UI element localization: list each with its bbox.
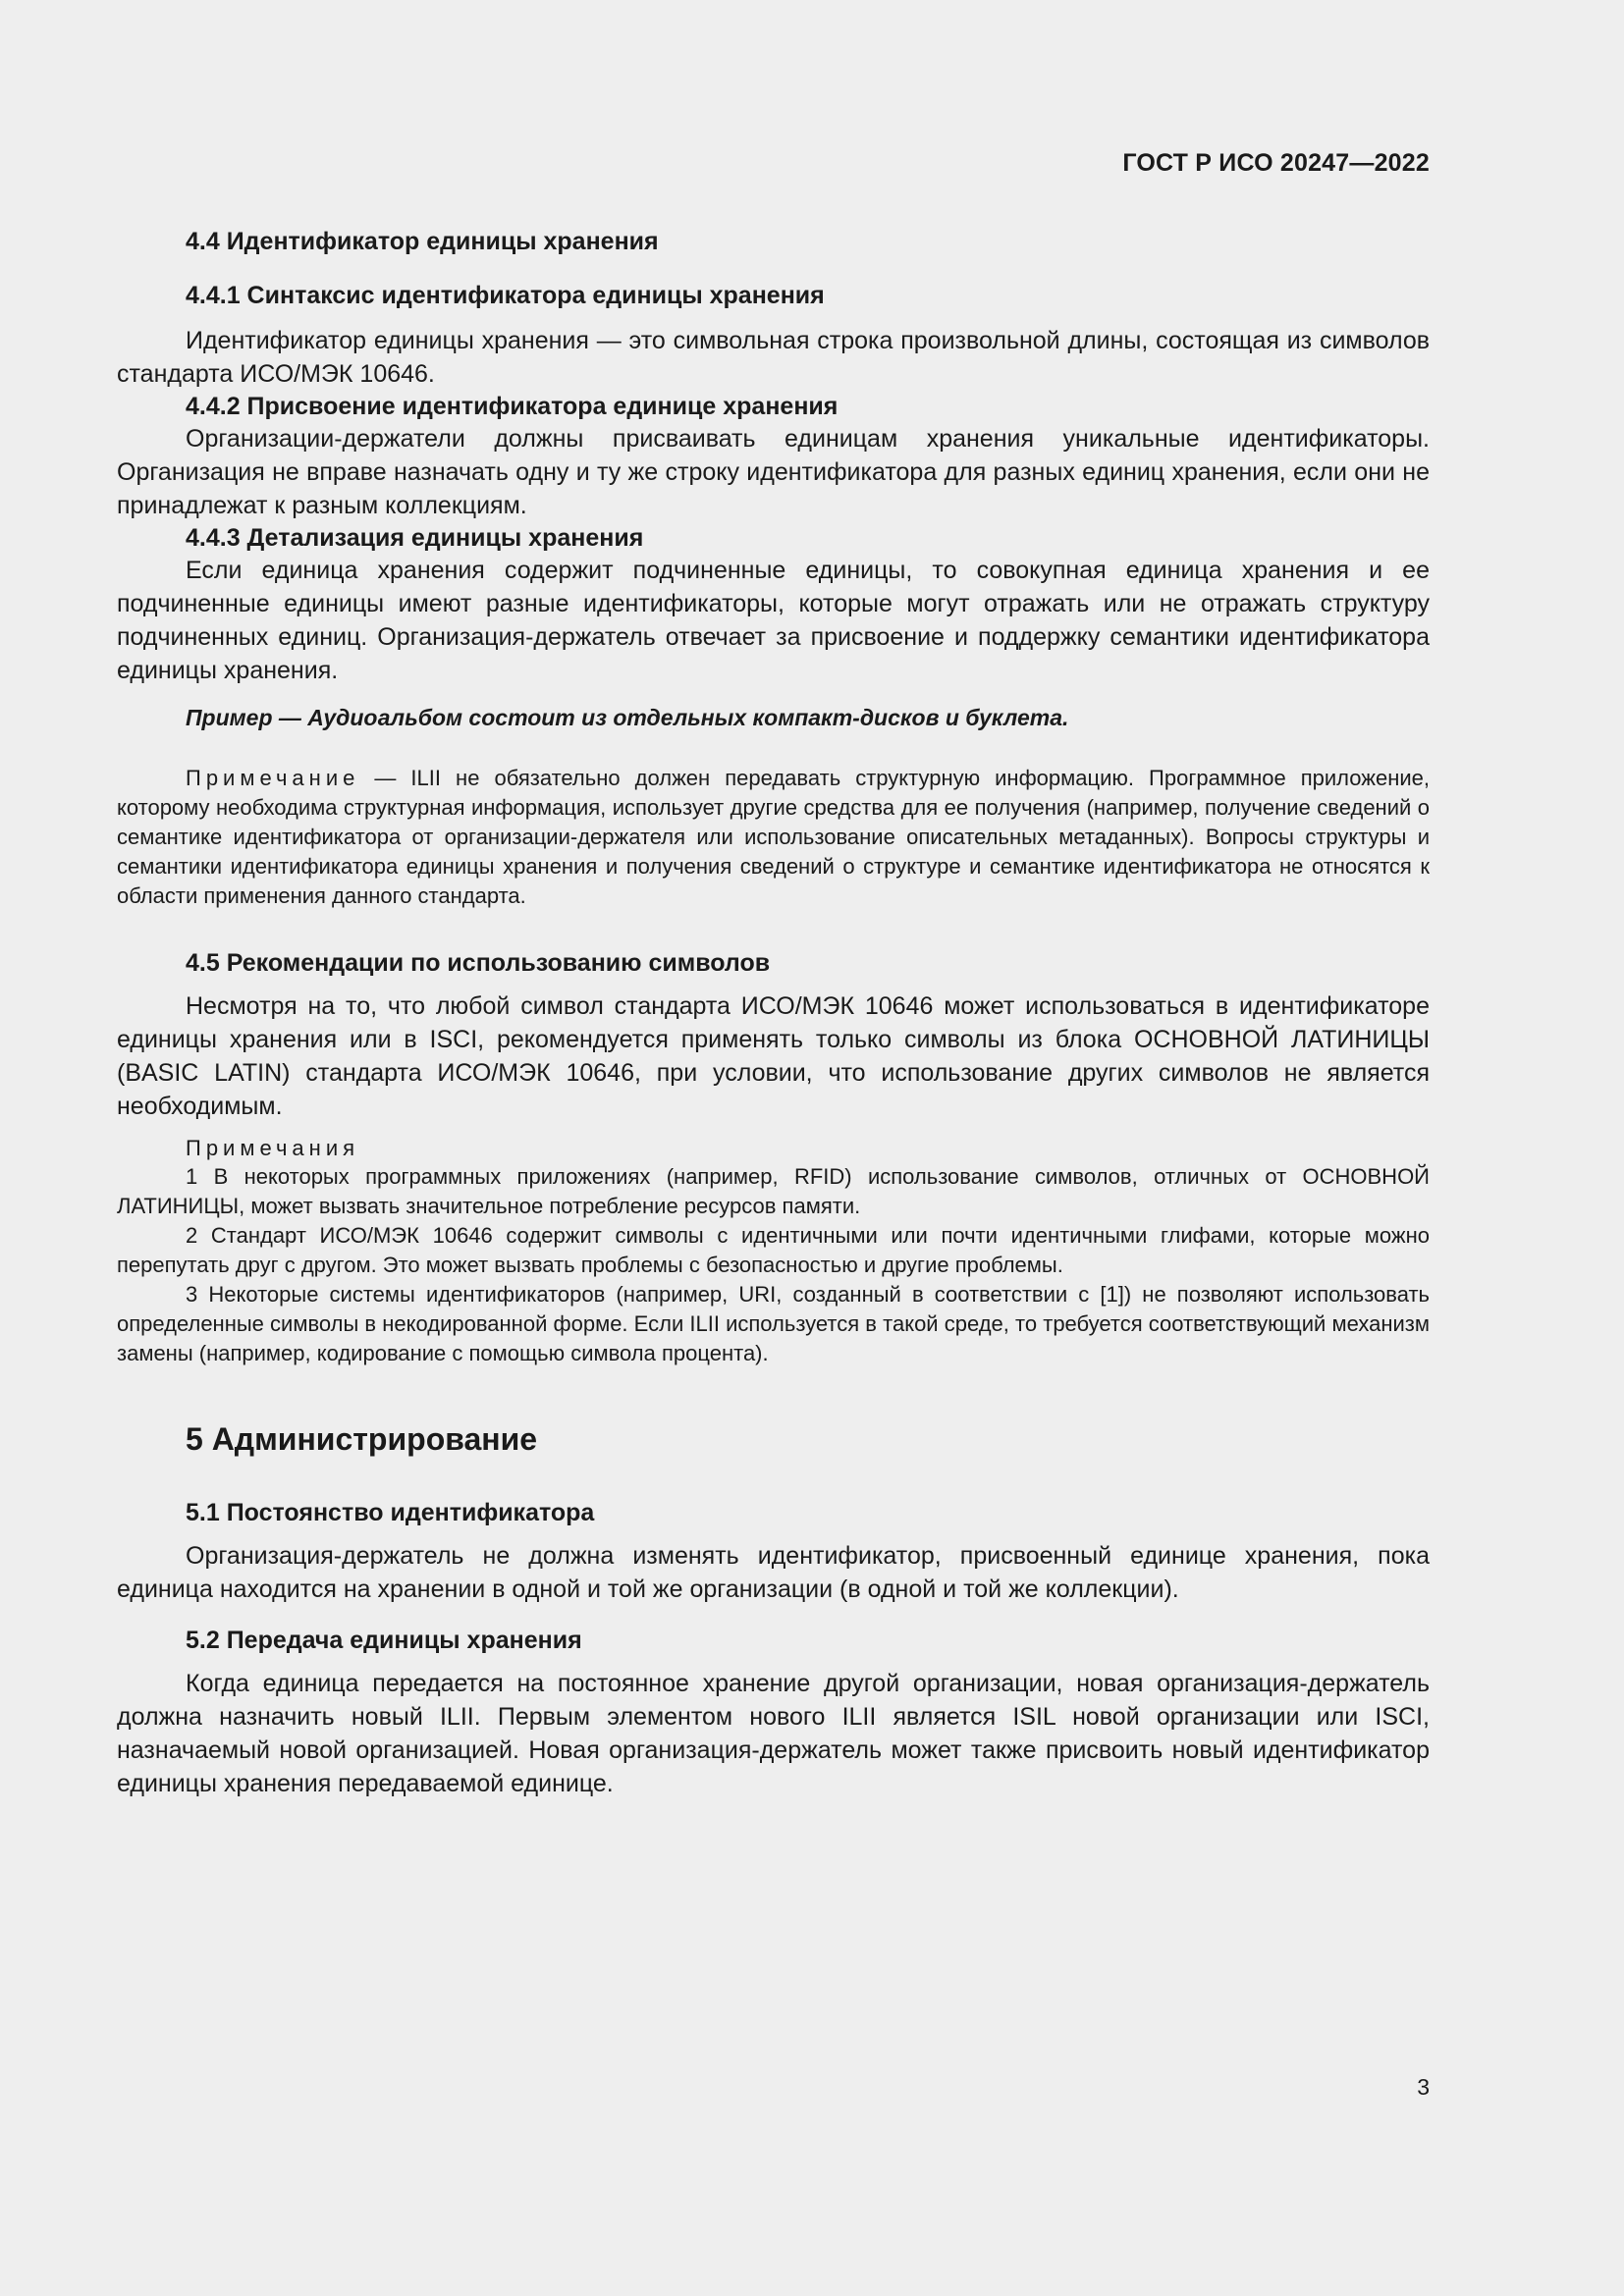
section-4-4-2-title: 4.4.2 Присвоение идентификатора единице хранения [186,393,839,420]
note-3: 3 Некоторые системы идентификаторов (например, URI, созданный в соответствии с [1]) не позволяют использовать определенные символы в некодированной форме. Если ILII используется в такой среде, то требуется соответствующий механизм замены (например, кодирование с помощью символа процента). [117,1282,1430,1365]
section-4-4-1-text: Идентификатор единицы хранения — это символьная строка произвольной длины, состоящая из символов стандарта ИСО/МЭК 10646. [117,327,1430,388]
document-header: ГОСТ Р ИСО 20247—2022 [1122,149,1430,177]
section-4-4-title: 4.4 Идентификатор единицы хранения [186,228,659,255]
note-1: 1 В некоторых программных приложениях (например, RFID) использование символов, отличных от ОСНОВНОЙ ЛАТИНИЦЫ, может вызвать значительное потребление ресурсов памяти. [117,1164,1430,1218]
note-2: 2 Стандарт ИСО/МЭК 10646 содержит символы с идентичными или почти идентичными глифами, которые можно перепутать друг с другом. Это может вызвать проблемы с безопасностью и другие проблемы. [117,1223,1430,1277]
example-text: Пример — Аудиоальбом состоит из отдельных компакт-дисков и буклета. [186,705,1069,730]
page-content [117,222,1430,1800]
section-5-2-text: Когда единица передается на постоянное хранение другой организации, новая организация-держатель должна назначить новый ILII. Первым элементом нового ILII является ISIL новой организации или ISCI, назначаемый новой организацией. Новая организация-держатель может также присвоить новый идентификатор единицы хранения передаваемой единице. [117,1670,1430,1797]
section-5-1-title: 5.1 Постоянство идентификатора [186,1499,595,1526]
section-4-5-title: 4.5 Рекомендации по использованию символов [186,949,771,977]
notes-label: Примечания [186,1136,360,1160]
section-5-2-title: 5.2 Передача единицы хранения [186,1627,582,1654]
section-5-1-text: Организация-держатель не должна изменять идентификатор, присвоенный единице хранения, пока единица находится на хранении в одной и той же организации (в одной и той же коллекции). [117,1542,1430,1603]
section-4-4-2-text: Организации-держатели должны присваивать единицам хранения уникальные идентификаторы. Организация не вправе назначать одну и ту же строку идентификатора для разных единиц хранения, если они не принадлежат к разным коллекциям. [117,425,1430,519]
note-text: — ILII не обязательно должен передавать структурную информацию. Программное приложение, которому необходима структурная информация, использует другие средства для ее получения (например, получение сведений о семантике идентификатора от организации-держателя или использование описательных метаданных). Вопросы структуры и семантики идентификатора единицы хранения и получения сведений о структуре и семантике идентификатора не относятся к области применения данного стандарта. [117,766,1430,908]
page-number: 3 [1417,2074,1430,2100]
note-4-4-3 [117,764,1430,911]
note-label: Примечание [186,766,360,790]
section-4-4-3-title: 4.4.3 Детализация единицы хранения [186,524,644,552]
section-4-5-text: Несмотря на то, что любой символ стандарта ИСО/МЭК 10646 может использоваться в идентификаторе единицы хранения или в ISCI, рекомендуется применять только символы из блока ОСНОВНОЙ ЛАТИНИЦЫ (BASIC LATIN) стандарта ИСО/МЭК 10646, при условии, что использование других символов не является необходимым. [117,992,1430,1120]
section-5-title: 5 Администрирование [186,1421,538,1457]
section-4-4-3-text: Если единица хранения содержит подчиненные единицы, то совокупная единица хранения и ее подчиненные единицы имеют разные идентификаторы, которые могут отражать или не отражать структуру подчиненных единиц. Организация-держатель отвечает за присвоение и поддержку семантики идентификатора единицы хранения. [117,557,1430,684]
section-4-4-1-title: 4.4.1 Синтаксис идентификатора единицы хранения [186,282,825,309]
